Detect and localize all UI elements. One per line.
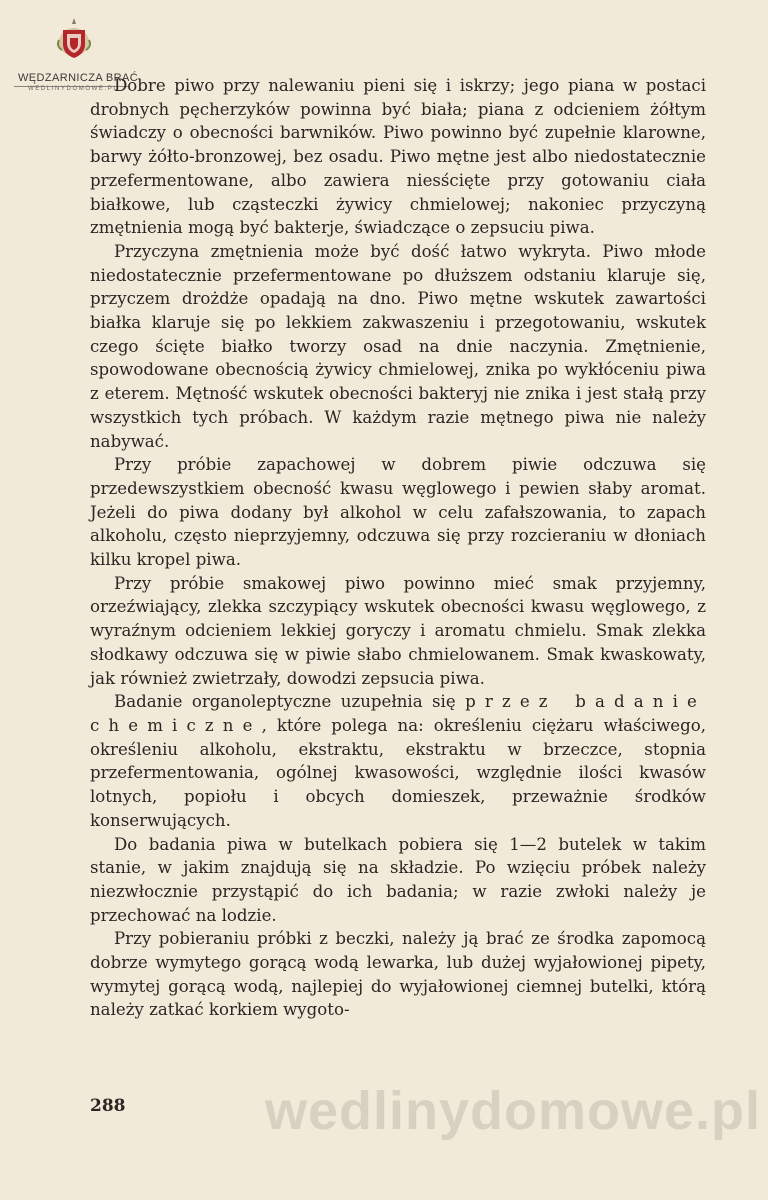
page-number: 288 (90, 1096, 126, 1116)
paragraph-5 (90, 690, 706, 832)
paragraph-4: Przy próbie smakowej piwo powinno mieć smak przyjemny, orzeźwiający, zlekka szczypiący wskutek obecności kwasu węglowego, z wyraźnym odcieniem lekkiej goryczy i aromatu chmielu. Smak zlekka słodkawy odczuwa się w piwie słabo chmielowanem. Smak kwaskowaty, jak również zwietrzały, dowodzi zepsucia piwa. (90, 573, 706, 688)
crest-icon (54, 16, 94, 60)
paragraph-7: Przy pobieraniu próbki z beczki, należy ją brać ze środka zapomocą dobrze wymytego gorącą wodą lewarka, lub dużej wyjałowionej pipety, wymytej gorącą wodą, najlepiej do wyjałowionej ciemnej butelki, którą należy zatkać korkiem wygoto- (90, 929, 706, 1020)
paragraph-2: Przyczyna zmętnienia może być dość łatwo wykryta. Piwo młode niedostatecznie przefermentowane po dłuższem odstaniu klaruje się, przyczem drożdże opadają na dno. Piwo mętne wskutek zawartości białka klaruje się po lekkiem zakwaszeniu i przegotowaniu, wskutek czego ścięte białko tworzy osad na dnie naczynia. Zmętnienie, spowodowane obecnością żywicy chmielowej, znika po wykłóceniu piwa z eterem. Mętność wskutek obecności bakteryj nie znika i jest stałą przy wszystkich tych próbach. W każdym razie mętnego piwa nie należy nabywać. (90, 241, 706, 451)
page-body (90, 74, 706, 1022)
paragraph-6: Do badania piwa w butelkach pobiera się 1—2 butelek w takim stanie, w jakim znajdują się na składzie. Po wzięciu próbek należy niezwłocznie przystąpić do ich badania; w razie zwłoki należy je przechować na lodzie. (90, 834, 706, 925)
paragraph-5-after: , które polega na: określeniu ciężaru właściwego, określeniu alkoholu, ekstraktu, ekstraktu w brzeczce, stopnia przefermentowania, ogólnej kwasowości, względnie ilości kwasów lotnych, popiołu i obcych domieszek, przeważnie środków konserwujących. (90, 715, 706, 830)
logo-subtitle: WEDLINYDOMOWE.PL (28, 86, 119, 92)
logo-brand-text: WĘDZARNICZA BRAĆ (18, 72, 139, 84)
paragraph-5-spaced: przez badanie chemiczne (90, 692, 706, 735)
paragraph-3: Przy próbie zapachowej w dobrem piwie odczuwa się przedewszystkiem obecność kwasu węglowego i pewien słaby aromat. Jeżeli do piwa dodany był alkohol w celu zafałszowania, to zapach alkoholu, często nieprzyjemny, odczuwa się przy rozcieraniu w dłoniach kilku kropel piwa. (90, 455, 706, 570)
paragraph-1: Dobre piwo przy nalewaniu pieni się i iskrzy; jego piana w postaci drobnych pęcherzyków powinna być biała; piana z odcieniem żółtym świadczy o obecności barwników. Piwo powinno być zupełnie klarowne, barwy żółto-bronzowej, bez osadu. Piwo mętne jest albo niedostatecznie przefermentowane, albo zawiera niesścięte przy gotowaniu ciała białkowe, lub cząsteczki żywicy chmielowej; nakoniec przyczyną zmętnienia mogą być bakterje, świadczące o zepsuciu piwa. (90, 76, 706, 238)
paragraph-5-before: Badanie organoleptyczne uzupełnia się (114, 692, 456, 712)
watermark-text: wedlinydomowe.pl (265, 1081, 762, 1141)
